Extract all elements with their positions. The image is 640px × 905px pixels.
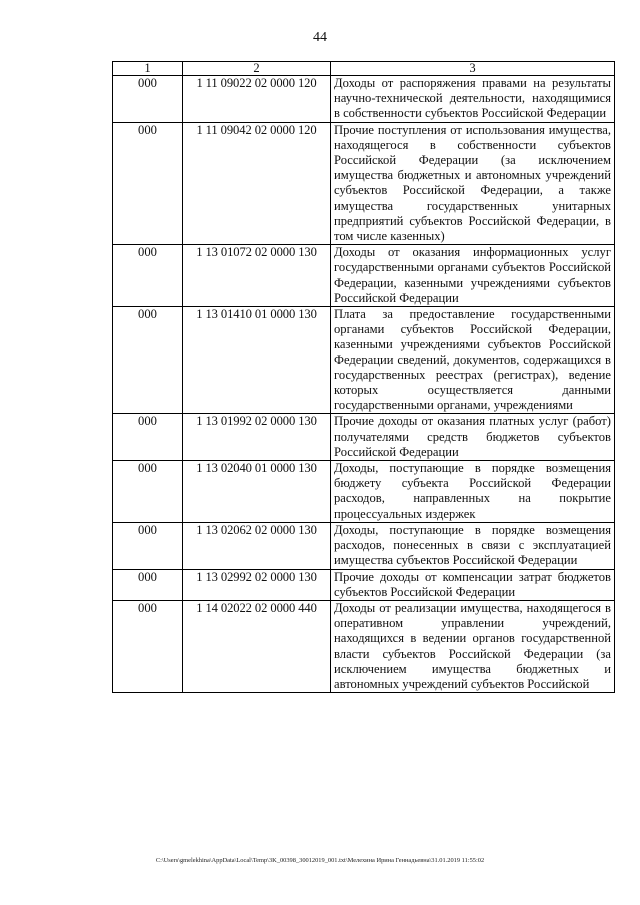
revenue-code-cell: 1 11 09042 02 0000 120 [183,122,331,245]
admin-code-cell: 000 [113,522,183,569]
table-row [113,600,615,692]
table-row [113,569,615,600]
table-row [113,522,615,569]
revenue-name-cell: Доходы от оказания информационных услуг государственными органами субъектов Российской Федерации, казенными учреждениями субъектов Российской Федерации [331,245,615,307]
revenue-code-cell: 1 14 02022 02 0000 440 [183,600,331,692]
column-header-2: 2 [183,62,331,76]
table-row [113,245,615,307]
revenue-name-cell: Доходы, поступающие в порядке возмещения расходов, понесенных в связи с эксплуатацией имущества субъектов Российской Федерации [331,522,615,569]
revenue-name-cell: Прочие доходы от компенсации затрат бюджетов субъектов Российской Федерации [331,569,615,600]
file-path-footer: C:\Users\gmelekhina\AppData\Local\Temp\3K_00398_30012019_001.txt\Мелехина Ирина Геннадьевна\31.01.2019 11:55:02 [155,857,485,864]
table-row [113,414,615,461]
admin-code-cell: 000 [113,600,183,692]
table-row [113,76,615,123]
revenue-code-cell: 1 11 09022 02 0000 120 [183,76,331,123]
revenue-code-cell: 1 13 01072 02 0000 130 [183,245,331,307]
column-header-1: 1 [113,62,183,76]
revenue-code-cell: 1 13 01992 02 0000 130 [183,414,331,461]
revenue-name-cell: Доходы от распоряжения правами на результаты научно-технической деятельности, находящимися в собственности субъектов Российской Федерации [331,76,615,123]
admin-code-cell: 000 [113,122,183,245]
revenue-name-cell: Плата за предоставление государственными органами субъектов Российской Федерации, казенными учреждениями субъектов Российской Федерации сведений, документов, содержащихся в государственных реестрах (регистрах), ведение которых осуществляется данными государственными органами, учреждениями [331,307,615,414]
revenue-name-cell: Прочие доходы от оказания платных услуг (работ) получателями средств бюджетов субъектов Российской Федерации [331,414,615,461]
revenue-code-cell: 1 13 02062 02 0000 130 [183,522,331,569]
admin-code-cell: 000 [113,461,183,523]
revenue-codes-table [112,61,615,693]
column-header-3: 3 [331,62,615,76]
revenue-name-cell: Доходы от реализации имущества, находящегося в оперативном управлении учреждений, находящихся в ведении органов государственной власти субъектов Российской Федерации (за исключением имущества бюджетных и автономных учреждений субъектов Российской [331,600,615,692]
page-number: 44 [313,30,327,45]
revenue-name-cell: Прочие поступления от использования имущества, находящегося в собственности субъектов Российской Федерации (за исключением имущества бюджетных и автономных учреждений субъектов Российской Федерации, а также имущества государственных унитарных предприятий субъектов Российской Федерации, в том числе казенных) [331,122,615,245]
table-row [113,307,615,414]
table-header-row [113,62,615,76]
revenue-code-cell: 1 13 02040 01 0000 130 [183,461,331,523]
revenue-code-cell: 1 13 02992 02 0000 130 [183,569,331,600]
table-row [113,122,615,245]
admin-code-cell: 000 [113,307,183,414]
revenue-name-cell: Доходы, поступающие в порядке возмещения бюджету субъекта Российской Федерации расходов, направленных на покрытие процессуальных издержек [331,461,615,523]
revenue-code-cell: 1 13 01410 01 0000 130 [183,307,331,414]
admin-code-cell: 000 [113,414,183,461]
admin-code-cell: 000 [113,76,183,123]
table-row [113,461,615,523]
admin-code-cell: 000 [113,569,183,600]
admin-code-cell: 000 [113,245,183,307]
